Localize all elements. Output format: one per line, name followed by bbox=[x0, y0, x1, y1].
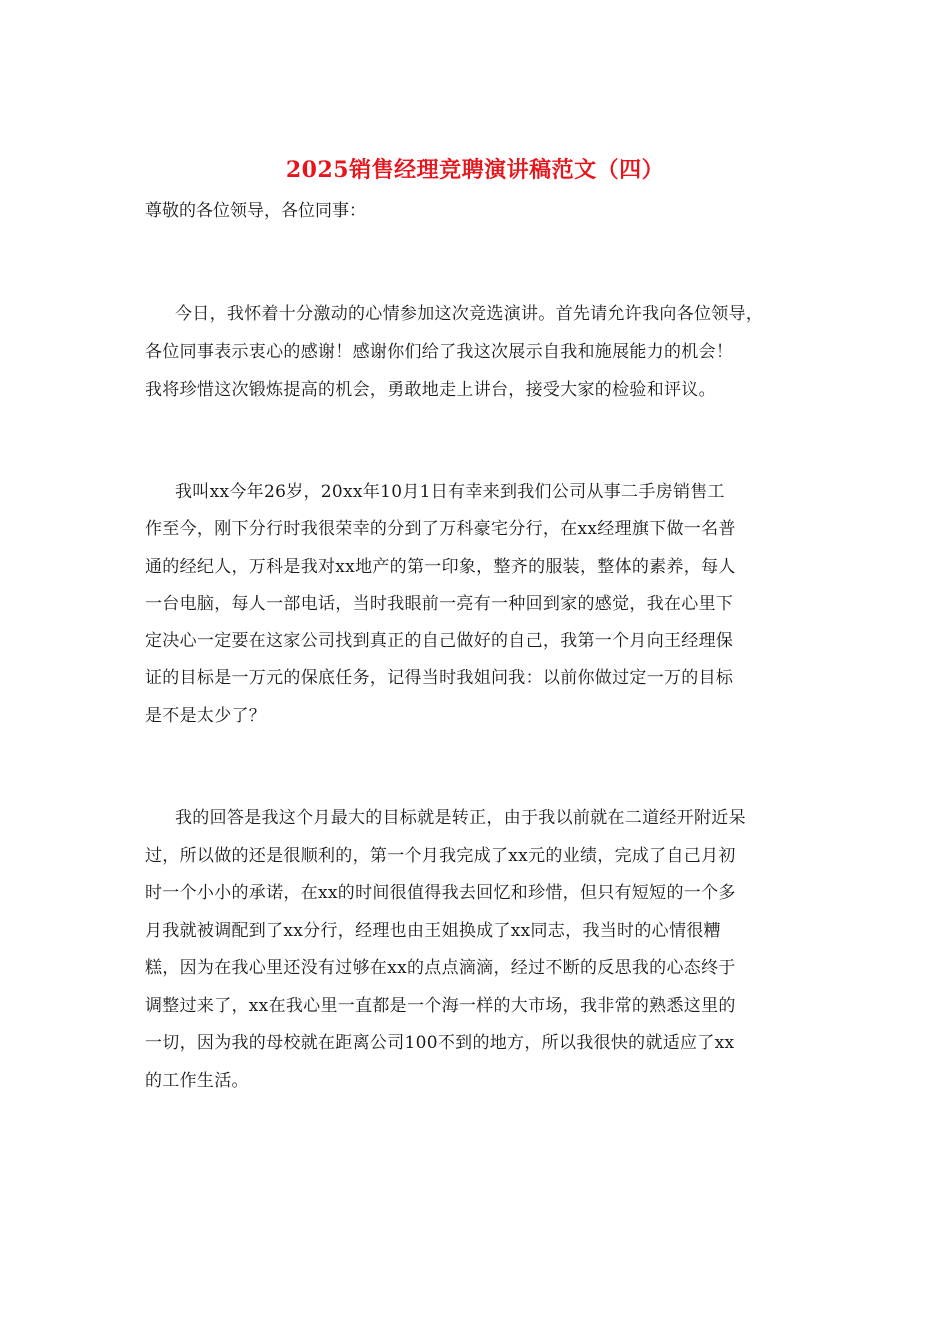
paragraph-line: 糕，因为在我心里还没有过够在xx的点点滴滴，经过不断的反思我的心态终于 bbox=[145, 958, 736, 978]
document-title: 2025销售经理竞聘演讲稿范文（四） bbox=[285, 157, 665, 183]
paragraph-3 bbox=[145, 804, 825, 1104]
paragraph-line: 我将珍惜这次锻炼提高的机会，勇敢地走上讲台，接受大家的检验和评议。 bbox=[145, 380, 716, 400]
paragraph-line: 通的经纪人，万科是我对xx地产的第一印象，整齐的服装，整体的素养，每人 bbox=[145, 556, 736, 577]
paragraph-line: 调整过来了，xx在我心里一直都是一个海一样的大市场，我非常的熟悉这里的 bbox=[145, 995, 736, 1016]
paragraph-line: 作至今，刚下分行时我很荣幸的分到了万科豪宅分行，在xx经理旗下做一名普 bbox=[145, 519, 736, 540]
paragraph-1 bbox=[145, 300, 825, 414]
paragraph-line: 过，所以做的还是很顺利的，第一个月我完成了xx元的业绩，完成了自己月初 bbox=[145, 845, 736, 866]
paragraph-line: 是不是太少了？ bbox=[145, 705, 267, 726]
paragraph-line: 定决心一定要在这家公司找到真正的自己做好的自己，我第一个月向王经理保 bbox=[145, 631, 734, 652]
paragraph-line: 一台电脑，每人一部电话，当时我眼前一亮有一种回到家的感觉，我在心里下 bbox=[145, 593, 734, 614]
paragraph-line: 月我就被调配到了xx分行，经理也由王姐换成了xx同志，我当时的心情很糟 bbox=[145, 920, 721, 941]
paragraph-line: 今日，我怀着十分激动的心情参加这次竞选演讲。首先请允许我向各位领导， bbox=[175, 304, 764, 324]
paragraph-line: 我的回答是我这个月最大的目标就是转正，由于我以前就在二道经开附近呆 bbox=[175, 808, 746, 828]
paragraph-line: 我叫xx今年26岁，20xx年10月1日有幸来到我们公司从事二手房销售工 bbox=[175, 482, 725, 502]
paragraph-line: 一切，因为我的母校就在距离公司100不到的地方，所以我很快的就适应了xx bbox=[145, 1033, 735, 1053]
paragraph-line: 证的目标是一万元的保底任务，记得当时我姐问我：以前你做过定一万的目标 bbox=[145, 668, 734, 689]
paragraph-line: 时一个小小的承诺，在xx的时间很值得我去回忆和珍惜，但只有短短的一个多 bbox=[145, 883, 736, 903]
paragraph-line: 的工作生活。 bbox=[145, 1070, 249, 1091]
paragraph-line: 各位同事表示衷心的感谢！感谢你们给了我这次展示自我和施展能力的机会！ bbox=[145, 342, 734, 362]
paragraph-2 bbox=[145, 478, 825, 739]
salutation: 尊敬的各位领导，各位同事： bbox=[145, 201, 366, 221]
